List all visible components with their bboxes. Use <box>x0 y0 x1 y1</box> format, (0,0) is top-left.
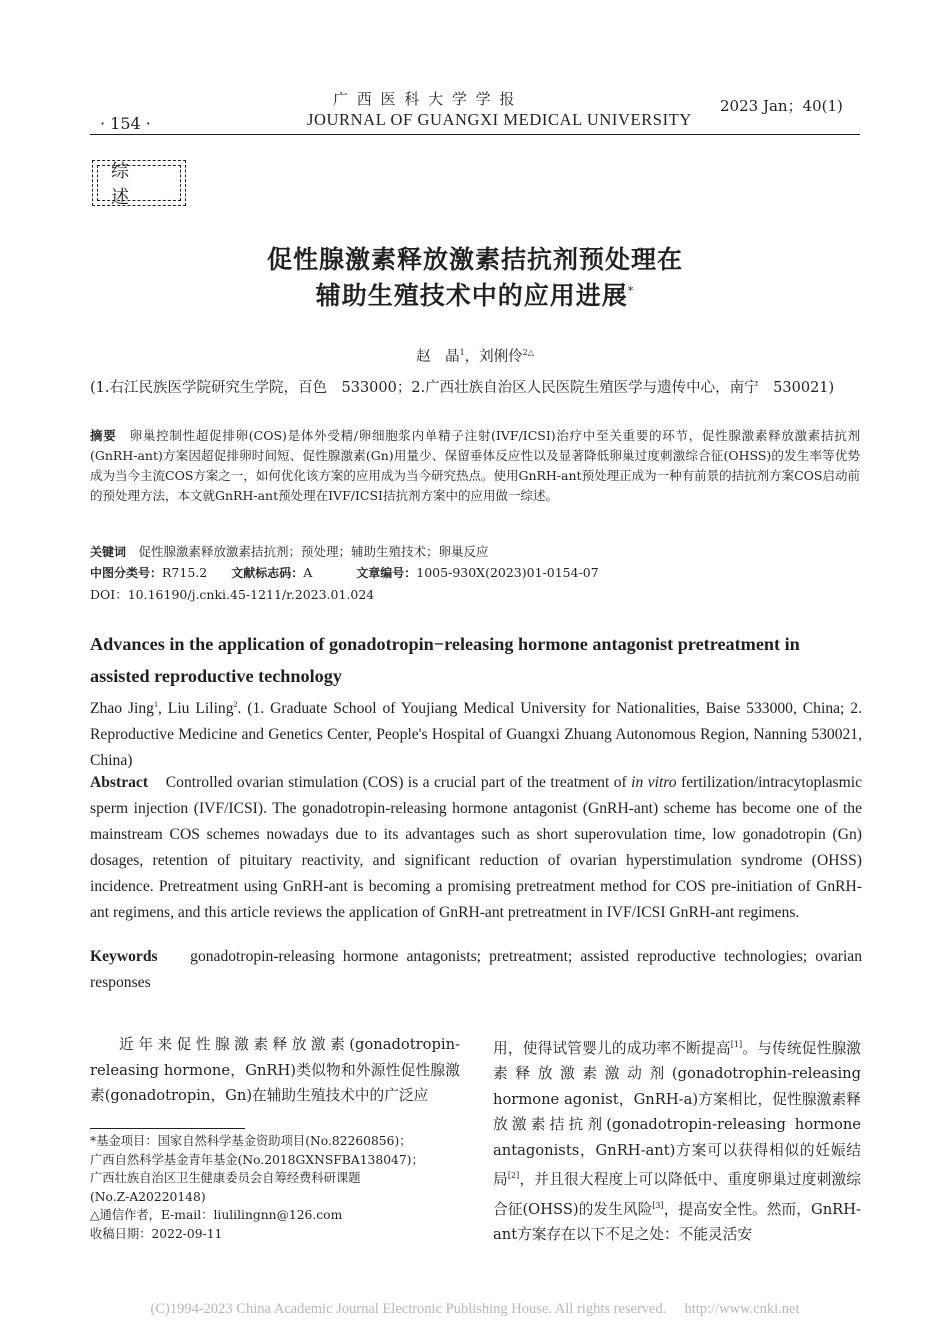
author-en-separator: , <box>157 700 168 718</box>
keywords-cn-label: 关键词 <box>90 545 127 559</box>
body-right-p4: ，提高安全性。然而，GnRH-ant方案存在以下不足之处：不能灵活安 <box>493 1200 861 1244</box>
abstract-cn-label: 摘要 <box>90 428 117 443</box>
abstract-en <box>90 770 862 926</box>
authors-cn <box>100 345 850 366</box>
citation-2[interactable]: [2] <box>507 1171 520 1181</box>
title-en: Advances in the application of gonadotropin−releasing hormone antagonist pretreatment in assisted reproductive technology <box>90 634 800 686</box>
citation-3[interactable]: [3] <box>652 1200 664 1210</box>
section-label <box>92 160 186 206</box>
doi: DOI：10.16190/j.cnki.45-1211/r.2023.01.024 <box>90 587 375 602</box>
body-right-p2: 。与传统促性腺激素释放激素激动剂(gonadotrophin-releasing hormone agonist，GnRH-a)方案相比，促性腺激素释放激素拮抗剂(gonadotropin-releasing hormone antagonists，GnRH-ant)方案可以获得相似的妊娠结局 <box>493 1039 861 1189</box>
title-cn-line1: 促性腺激素释放激素拮抗剂预处理在 <box>266 245 683 274</box>
doc-code-label: 文献标志码： <box>231 566 304 580</box>
page-number: · 154 · <box>100 114 151 133</box>
section-label-text: 综 述 <box>111 161 147 208</box>
keywords-en-text: gonadotropin-releasing hormone antagonists; pretreatment; assisted reproductive technologies; ovarian responses <box>90 948 863 991</box>
article-no-label: 文章编号： <box>356 566 417 580</box>
abstract-cn <box>90 426 860 506</box>
funding-mark: * <box>627 284 635 298</box>
abstract-en-part1: Controlled ovarian stimulation (COS) is a crucial part of the treatment of <box>165 774 632 791</box>
author-en-1-affil: 1 <box>153 700 158 709</box>
author-2: 刘俐伶 <box>479 349 523 365</box>
abstract-cn-text: 卵巢控制性超促排卵(COS)是体外受精/卵细胞浆内单精子注射(IVF/ICSI)治疗中至关重要的环节，促性腺激素释放激素拮抗剂(GnRH-ant)方案因超促排卵时间短、促性腺激素(Gn)用量少、保留垂体反应性以及显著降低卵巢过度刺激综合征(OHSS)的发生率等优势成为当今主流COS方案之一，如何优化该方案的应用成为当今研究热点。使用GnRH-ant预处理正成为一种有前景的拮抗剂方案COS启动前的预处理方法，本文就GnRH-ant预处理在IVF/ICSI拮抗剂方案中的应用做一综述。 <box>90 428 860 503</box>
classification-line <box>90 564 860 581</box>
clc-label: 中图分类号： <box>90 566 163 580</box>
footnote-divider <box>90 1128 245 1129</box>
keywords-cn-text: 促性腺激素释放激素拮抗剂；预处理；辅助生殖技术；卵巢反应 <box>138 544 489 559</box>
author-1: 赵 晶 <box>416 349 460 365</box>
author-en-2: Liu Liling <box>167 700 234 718</box>
title-cn-line2-text: 辅助生殖技术中的应用进展 <box>315 281 628 310</box>
author-en-2-affil: 2 <box>233 700 238 709</box>
corresponding-author: △通信作者，E-mail：liulilingnn@126.com <box>90 1208 343 1222</box>
doc-code-value: A <box>303 565 313 580</box>
citation-1[interactable]: [1] <box>730 1040 743 1049</box>
funding-line-1: *基金项目：国家自然科学基金资助项目(No.82260856)； <box>90 1134 412 1148</box>
body-right-p3: ，并且很大程度上可以降低中、重度卵巢过度刺激综合征(OHSS)的发生风险 <box>493 1171 861 1218</box>
body-right-column <box>493 1032 861 1248</box>
funding-line-2: 广西自然科学基金青年基金(No.2018GXNSFBA138047)； <box>90 1152 424 1167</box>
article-no-value: 1005-930X(2023)01-0154-07 <box>416 565 599 580</box>
issue-info: 2023 Jan；40(1) <box>720 97 843 115</box>
author-2-affil: 2△ <box>522 348 534 358</box>
affiliation-en: . (1. Graduate School of Youjiang Medical University for Nationalities, Baise 533000, China; 2. Reproductive Medicine and Genetics Center, People's Hospital of Guangxi Zhuang Autonomous Region, Nanning 530021, China) <box>90 700 862 770</box>
journal-name-cn: 广 西 医 科 大 学 学 报 <box>333 90 517 108</box>
author-1-affil: 1 <box>459 348 465 358</box>
abstract-en-part2: fertilization/intracytoplasmic sperm injection (IVF/ICSI). The gonadotropin-releasing hormone antagonist (GnRH-ant) scheme has become one of the mainstream COS schemes nowadays due to its advantages such as short superovulation time, low gonadotropin (Gn) dosages, retention of pituitary reactivity, and significant reduction of ovarian hyperstimulation syndrome (OHSS) incidence. Pretreatment using GnRH-ant is becoming a promising pretreatment method for COS pre-initiation of GnRH-ant regimens, and this article reviews the application of GnRH-ant pretreatment in IVF/ICSI GnRH-ant regimens. <box>90 774 863 921</box>
abstract-en-label: Abstract <box>90 774 149 791</box>
affiliations-cn: (1.右江民族医学院研究生学院，百色 533000；2.广西壮族自治区人民医院生殖医学与遗传中心，南宁 530021) <box>90 380 835 396</box>
author-en-1: Zhao Jing <box>90 700 154 718</box>
header-divider <box>90 134 860 135</box>
author-separator: ， <box>464 349 480 365</box>
body-right-p1: 用，使得试管婴儿的成功率不断提高 <box>493 1039 731 1057</box>
clc-value: R715.2 <box>162 565 208 580</box>
received-date: 收稿日期：2022-09-11 <box>90 1226 223 1241</box>
funding-line-3: 广西壮族自治区卫生健康委员会自筹经费科研课题 <box>90 1171 361 1185</box>
footnotes <box>90 1132 470 1243</box>
authors-en <box>90 692 862 774</box>
funding-line-4: (No.Z-A20220148) <box>90 1189 206 1204</box>
abstract-en-italic: in vitro <box>631 774 677 791</box>
body-left-column: 近年来促性腺激素释放激素(gonadotropin-releasing hormone，GnRH)类似物和外源性促性腺激素(gonadotropin，Gn)在辅助生殖技术中的广泛应 <box>90 1036 460 1104</box>
journal-name-en: JOURNAL OF GUANGXI MEDICAL UNIVERSITY <box>307 110 692 129</box>
keywords-en <box>90 944 862 996</box>
keywords-cn <box>90 542 860 560</box>
title-cn-line2 <box>100 276 850 312</box>
keywords-en-label: Keywords <box>90 948 158 965</box>
copyright-notice: (C)1994-2023 China Academic Journal Electronic Publishing House. All rights reserved. http://www.cnki.net <box>150 1301 800 1317</box>
